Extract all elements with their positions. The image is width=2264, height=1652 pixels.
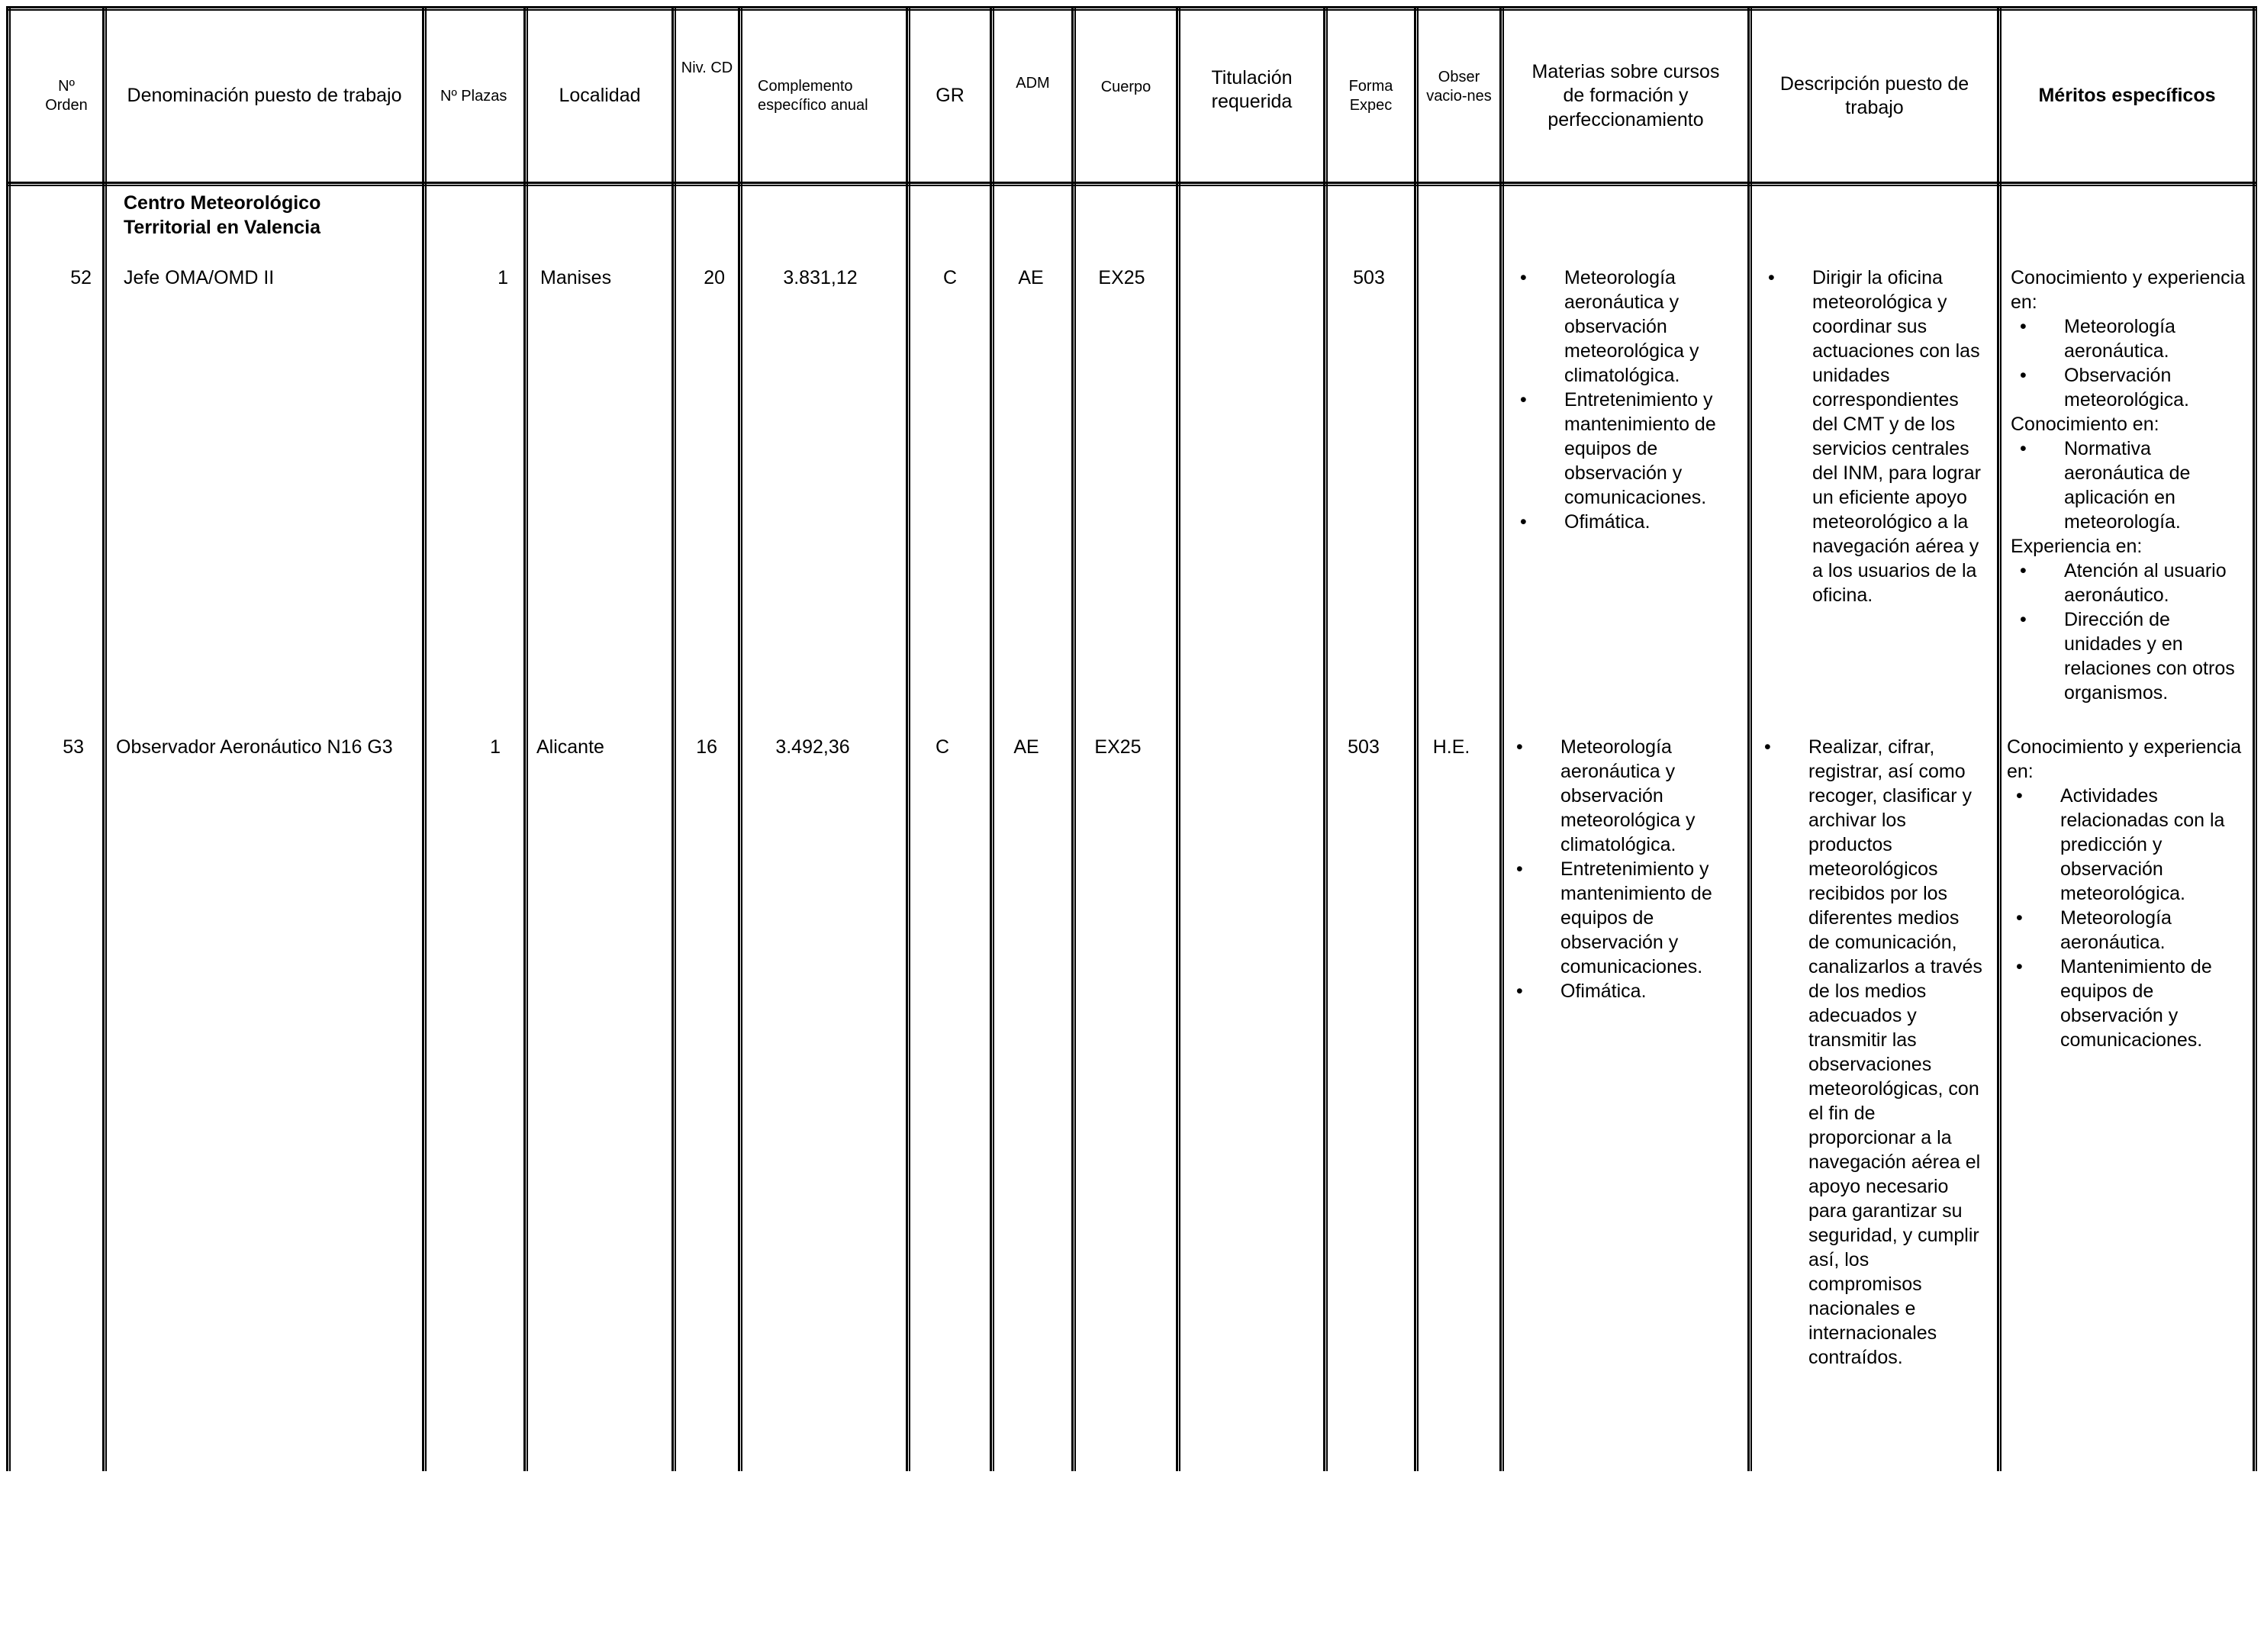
- rule-v4: [523, 6, 528, 1471]
- rule-v1: [6, 6, 11, 1471]
- list-item: • Ofimática.: [1511, 510, 1740, 534]
- cell-plazas: 1: [498, 267, 508, 288]
- list-item: • Entretenimiento y mantenimiento de equipos de observación y comunicaciones.: [1507, 857, 1740, 979]
- list-item: • Meteorología aeronáutica y observación meteorológica y climatológica.: [1511, 266, 1740, 388]
- cell-plazas: 1: [490, 736, 501, 758]
- cell-nivcd: 20: [704, 267, 725, 288]
- list-item: • Mantenimiento de equipos de observación y comunicaciones.: [2007, 955, 2247, 1052]
- merit-list: [2011, 559, 2247, 705]
- list-item: • Actividades relacionadas con la predicción y observación meteorológica.: [2007, 784, 2247, 906]
- cell-adm: AE: [1013, 736, 1039, 758]
- header-orden: Nº Orden: [45, 78, 88, 114]
- cell-cuerpo: EX25: [1094, 736, 1142, 758]
- rule-v15: [1997, 6, 2002, 1471]
- list-item: • Ofimática.: [1507, 979, 1740, 1003]
- cell-materias: [1507, 735, 1740, 1003]
- merit-list: [2007, 784, 2247, 1052]
- header-titulacion: Titulación requerida: [1211, 66, 1293, 112]
- cell-gr: C: [942, 267, 958, 288]
- cell-complemento: 3.492,36: [775, 736, 850, 758]
- rule-v2: [102, 6, 107, 1471]
- list-item: • Normativa aeronáutica de aplicación en meteorología.: [2011, 436, 2247, 534]
- rule-v3: [422, 6, 427, 1471]
- cell-descripcion: [1755, 735, 1984, 1370]
- list-item: • Realizar, cifrar, registrar, así como recoger, clasificar y archivar los productos meteorológicos recibidos por los diferentes medios de comunicación, canalizarlos a través de los medios adecuados y transmitir las observaciones meteorológicas, con el fin de proporcionar a la navegación aérea el apoyo necesario para garantizar su seguridad, y cumplir así, los compromisos nacionales e internacionales contraídos.: [1755, 735, 1984, 1370]
- header-cuerpo: Cuerpo: [1100, 78, 1151, 95]
- header-materias: Materias sobre cursos de formación y perfeccionamiento: [1531, 61, 1720, 130]
- cell-descripcion: [1759, 266, 1984, 607]
- section-title: Centro Meteorológico Territorial en Valencia: [124, 192, 321, 238]
- header-plazas: Nº Plazas: [440, 87, 507, 105]
- cell-meritos: [2011, 266, 2247, 705]
- header-nivcd: Niv. CD: [681, 59, 733, 76]
- header-complemento: Complemento específico anual: [758, 78, 868, 114]
- cell-cuerpo: EX25: [1098, 267, 1145, 288]
- merit-label: Experiencia en:: [2011, 536, 2143, 557]
- cell-localidad: Alicante: [536, 736, 604, 758]
- header-forma: Forma Expec: [1348, 78, 1393, 114]
- rule-header-bottom: [6, 182, 2257, 186]
- header-descripcion: Descripción puesto de trabajo: [1779, 72, 1969, 118]
- merit-label: Conocimiento y experiencia en:: [2011, 267, 2246, 313]
- materias-list: [1507, 735, 1740, 1003]
- cell-materias: [1511, 266, 1740, 534]
- header-denominacion: Denominación puesto de trabajo: [127, 85, 402, 107]
- merit-list: [2011, 436, 2247, 534]
- rule-v14: [1747, 6, 1752, 1471]
- cell-localidad: Manises: [540, 267, 612, 288]
- materias-list: [1511, 266, 1740, 534]
- list-item: • Meteorología aeronáutica y observación meteorológica y climatológica.: [1507, 735, 1740, 857]
- header-adm: ADM: [1016, 74, 1050, 92]
- header-gr: GR: [936, 85, 965, 107]
- header-observaciones: Obser vacio-nes: [1426, 69, 1492, 105]
- list-item: • Atención al usuario aeronáutico.: [2011, 559, 2247, 607]
- cell-orden: 53: [63, 736, 84, 758]
- cell-denominacion: Observador Aeronáutico N16 G3: [116, 736, 393, 758]
- list-item: • Observación meteorológica.: [2011, 363, 2247, 412]
- descripcion-list: [1759, 266, 1984, 607]
- header-localidad: Localidad: [559, 85, 641, 107]
- cell-gr: C: [935, 736, 950, 758]
- list-item: • Entretenimiento y mantenimiento de equipos de observación y comunicaciones.: [1511, 388, 1740, 510]
- cell-adm: AE: [1018, 267, 1044, 288]
- rule-v13: [1499, 6, 1504, 1471]
- list-item: • Meteorología aeronáutica.: [2011, 314, 2247, 363]
- cell-denominacion: Jefe OMA/OMD II: [124, 267, 275, 288]
- cell-forma: 503: [1353, 267, 1385, 288]
- cell-nivcd: 16: [696, 736, 717, 758]
- cell-orden: 52: [70, 267, 92, 288]
- cell-observaciones: H.E.: [1432, 736, 1470, 758]
- rule-v6: [738, 6, 742, 1471]
- merit-list: [2011, 314, 2247, 412]
- cell-meritos: [2007, 735, 2247, 1052]
- header-meritos: Méritos específicos: [2038, 85, 2216, 107]
- cell-forma: 503: [1348, 736, 1380, 758]
- merit-label: Conocimiento en:: [2011, 414, 2159, 435]
- list-item: • Meteorología aeronáutica.: [2007, 906, 2247, 955]
- rule-v16: [2253, 6, 2257, 1471]
- list-item: • Dirigir la oficina meteorológica y coordinar sus actuaciones con las unidades correspondientes del CMT y de los servicios centrales del INM, para lograr un eficiente apoyo meteorológico a la navegación aérea y a los usuarios de la oficina.: [1759, 266, 1984, 607]
- merit-label: Conocimiento y experiencia en:: [2007, 736, 2242, 782]
- list-item: • Dirección de unidades y en relaciones con otros organismos.: [2011, 607, 2247, 705]
- descripcion-list: [1755, 735, 1984, 1370]
- cell-complemento: 3.831,12: [783, 267, 858, 288]
- rule-v10: [1176, 6, 1180, 1471]
